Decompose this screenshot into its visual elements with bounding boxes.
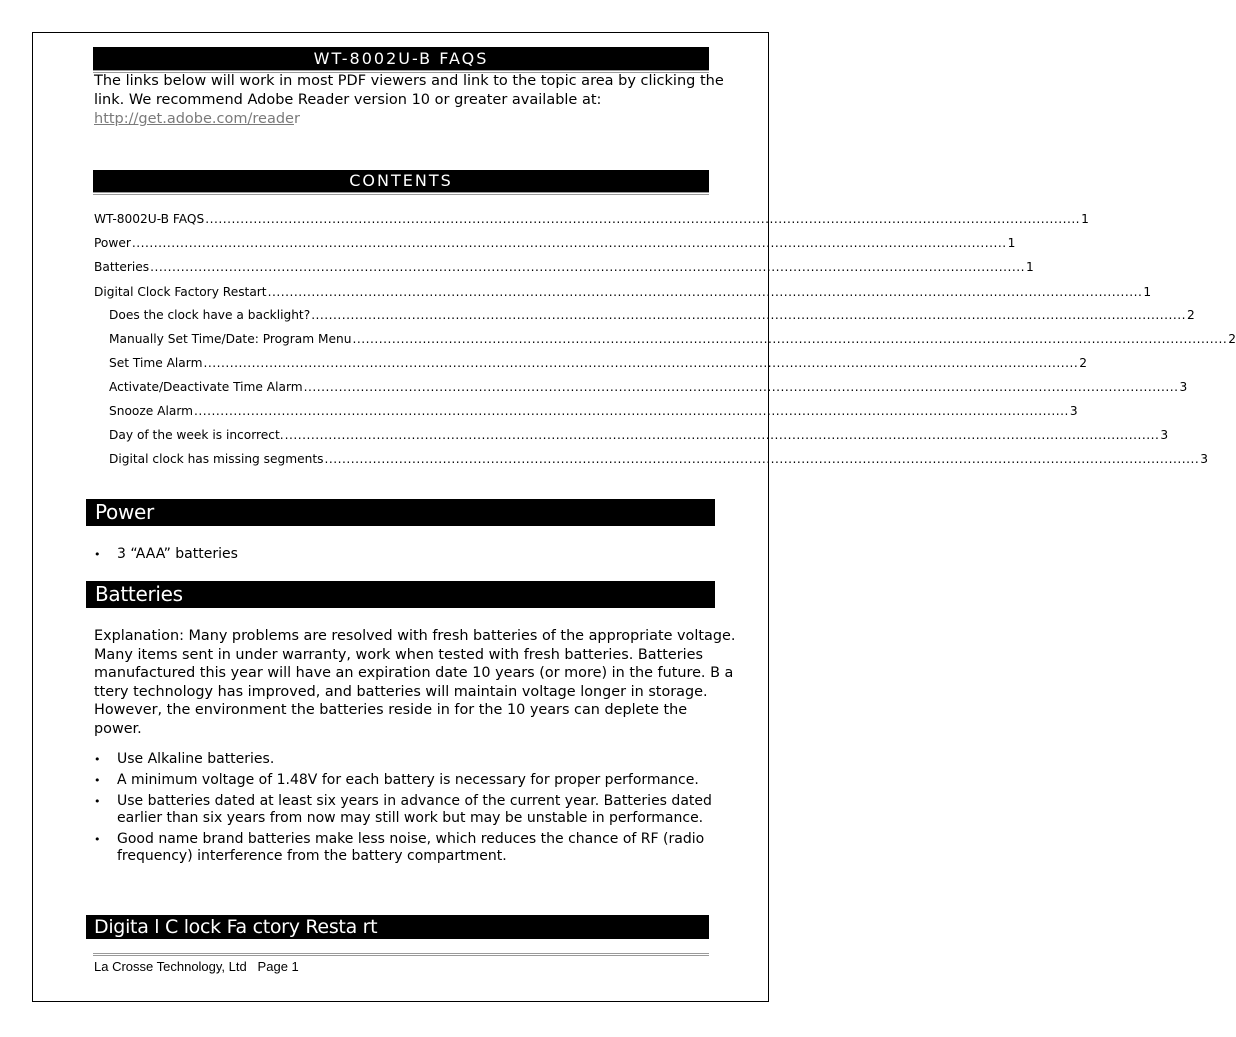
toc-entry-page: 3 [1200,452,1209,466]
toc-entry-title: Batteries [94,260,150,274]
toc-entry-title: Digital clock has missing segments [109,452,324,466]
toc-entry-title: Does the clock have a backlight? [109,308,311,322]
toc-entry-day-of-week[interactable] [109,426,1169,442]
toc-entry-faqs[interactable] [94,210,1089,226]
contents-heading: CONTENTS [349,171,453,190]
toc-entry-title: Digital Clock Factory Restart [94,285,267,299]
toc-entry-snooze-alarm[interactable] [109,402,1078,418]
toc-entry-page: 1 [1007,236,1016,250]
batteries-heading-bar [86,581,715,608]
toc-leader: ........................................................................................................................................................................................................ [205,212,1081,226]
toc-entry-page: 1 [1143,285,1152,299]
toc-entry-factory-restart[interactable] [94,283,1152,299]
toc-entry-page: 3 [1160,428,1169,442]
list-item: • Good name brand batteries make less noise, which reduces the chance of RF (radio frequency) interference from the battery compartment. [94,831,714,865]
adobe-reader-link-tail: r [293,111,300,127]
document-title-bar [93,47,709,70]
toc-entry-activate-alarm[interactable] [109,378,1188,394]
toc-entry-page: 2 [1187,308,1195,322]
toc-entry-backlight[interactable] [109,306,1195,322]
toc-entry-title: Set Time Alarm [109,356,203,370]
page-footer [94,959,299,974]
toc-entry-title: WT-8002U-B FAQS [94,212,205,226]
toc-entry-title: Snooze Alarm [109,404,194,418]
list-item: • Use batteries dated at least six years in advance of the current year. Batteries dated earlier than six years from now may still work but may be unstable in performance. [94,793,714,827]
power-list [94,545,714,564]
toc-entry-page: 3 [1069,404,1078,418]
toc-entry-page: 1 [1081,212,1089,226]
factory-restart-heading-bar [86,915,709,939]
adobe-reader-link[interactable]: http://get.adobe.com/reade [94,111,294,127]
batteries-list [94,751,714,865]
toc-leader: ........................................................................................................................................................................................................ [352,332,1228,346]
toc-entry-page: 2 [1228,332,1236,346]
toc-entry-page: 3 [1179,380,1188,394]
contents-rule [93,192,709,195]
intro-paragraph [94,72,734,129]
toc-leader: ........................................................................................................................................................................................................ [150,260,1025,274]
factory-restart-heading: Digita l C lock Fa ctory Resta rt [94,916,378,938]
list-item: • 3 “AAA” batteries [94,545,714,564]
toc-leader: ........................................................................................................................................................................................................ [311,308,1186,322]
power-heading: Power [95,500,154,524]
toc-entry-title: Power [94,236,131,250]
toc-entry-title: Manually Set Time/Date: Program Menu [109,332,352,346]
toc-leader: ........................................................................................................................................................................................................ [203,356,1079,370]
list-item: • Use Alkaline batteries. [94,751,714,768]
list-item: • A minimum voltage of 1.48V for each battery is necessary for proper performance. [94,772,714,789]
batteries-heading: Batteries [95,582,183,606]
toc-entry-page: 1 [1025,260,1034,274]
toc-entry-missing-segments[interactable] [109,450,1209,466]
contents-heading-bar [93,170,709,192]
toc-leader: ........................................................................................................................................................................................................ [131,236,1007,250]
toc-entry-set-time-alarm[interactable] [109,354,1088,370]
toc-leader: ........................................................................................................................................................................................................ [284,428,1160,442]
toc-entry-program-menu[interactable] [109,330,1236,346]
toc-entry-title: Day of the week is incorrect. [109,428,284,442]
footer-rule [93,953,709,956]
batteries-explanation: Explanation: Many problems are resolved with fresh batteries of the appropriate voltage. Many items sent in under warranty, work when tested with fresh batteries. Batteries manufactured this year will have an expiration date 10 years (or more) in the future. B a ttery technology has improved, and batteries will maintain voltage longer in storage. However, the environment the batteries reside in for the 10 years can deplete the power. [94,628,736,737]
footer-text: La Crosse Technology, Ltd Page 1 [94,959,299,974]
intro-text: The links below will work in most PDF viewers and link to the topic area by clicking the link. We recommend Adobe Reader version 10 or greater available at: [94,73,724,108]
power-heading-bar [86,499,715,526]
toc-entry-batteries[interactable] [94,258,1034,274]
toc-leader: ........................................................................................................................................................................................................ [324,452,1200,466]
toc-leader: ........................................................................................................................................................................................................ [194,404,1069,418]
toc-leader: ........................................................................................................................................................................................................ [303,380,1179,394]
table-of-contents [94,210,1236,470]
toc-entry-title: Activate/Deactivate Time Alarm [109,380,303,394]
document-title: WT-8002U-B FAQS [313,49,489,68]
toc-leader: ........................................................................................................................................................................................................ [267,285,1143,299]
toc-entry-page: 2 [1079,356,1088,370]
toc-entry-power[interactable] [94,234,1016,250]
